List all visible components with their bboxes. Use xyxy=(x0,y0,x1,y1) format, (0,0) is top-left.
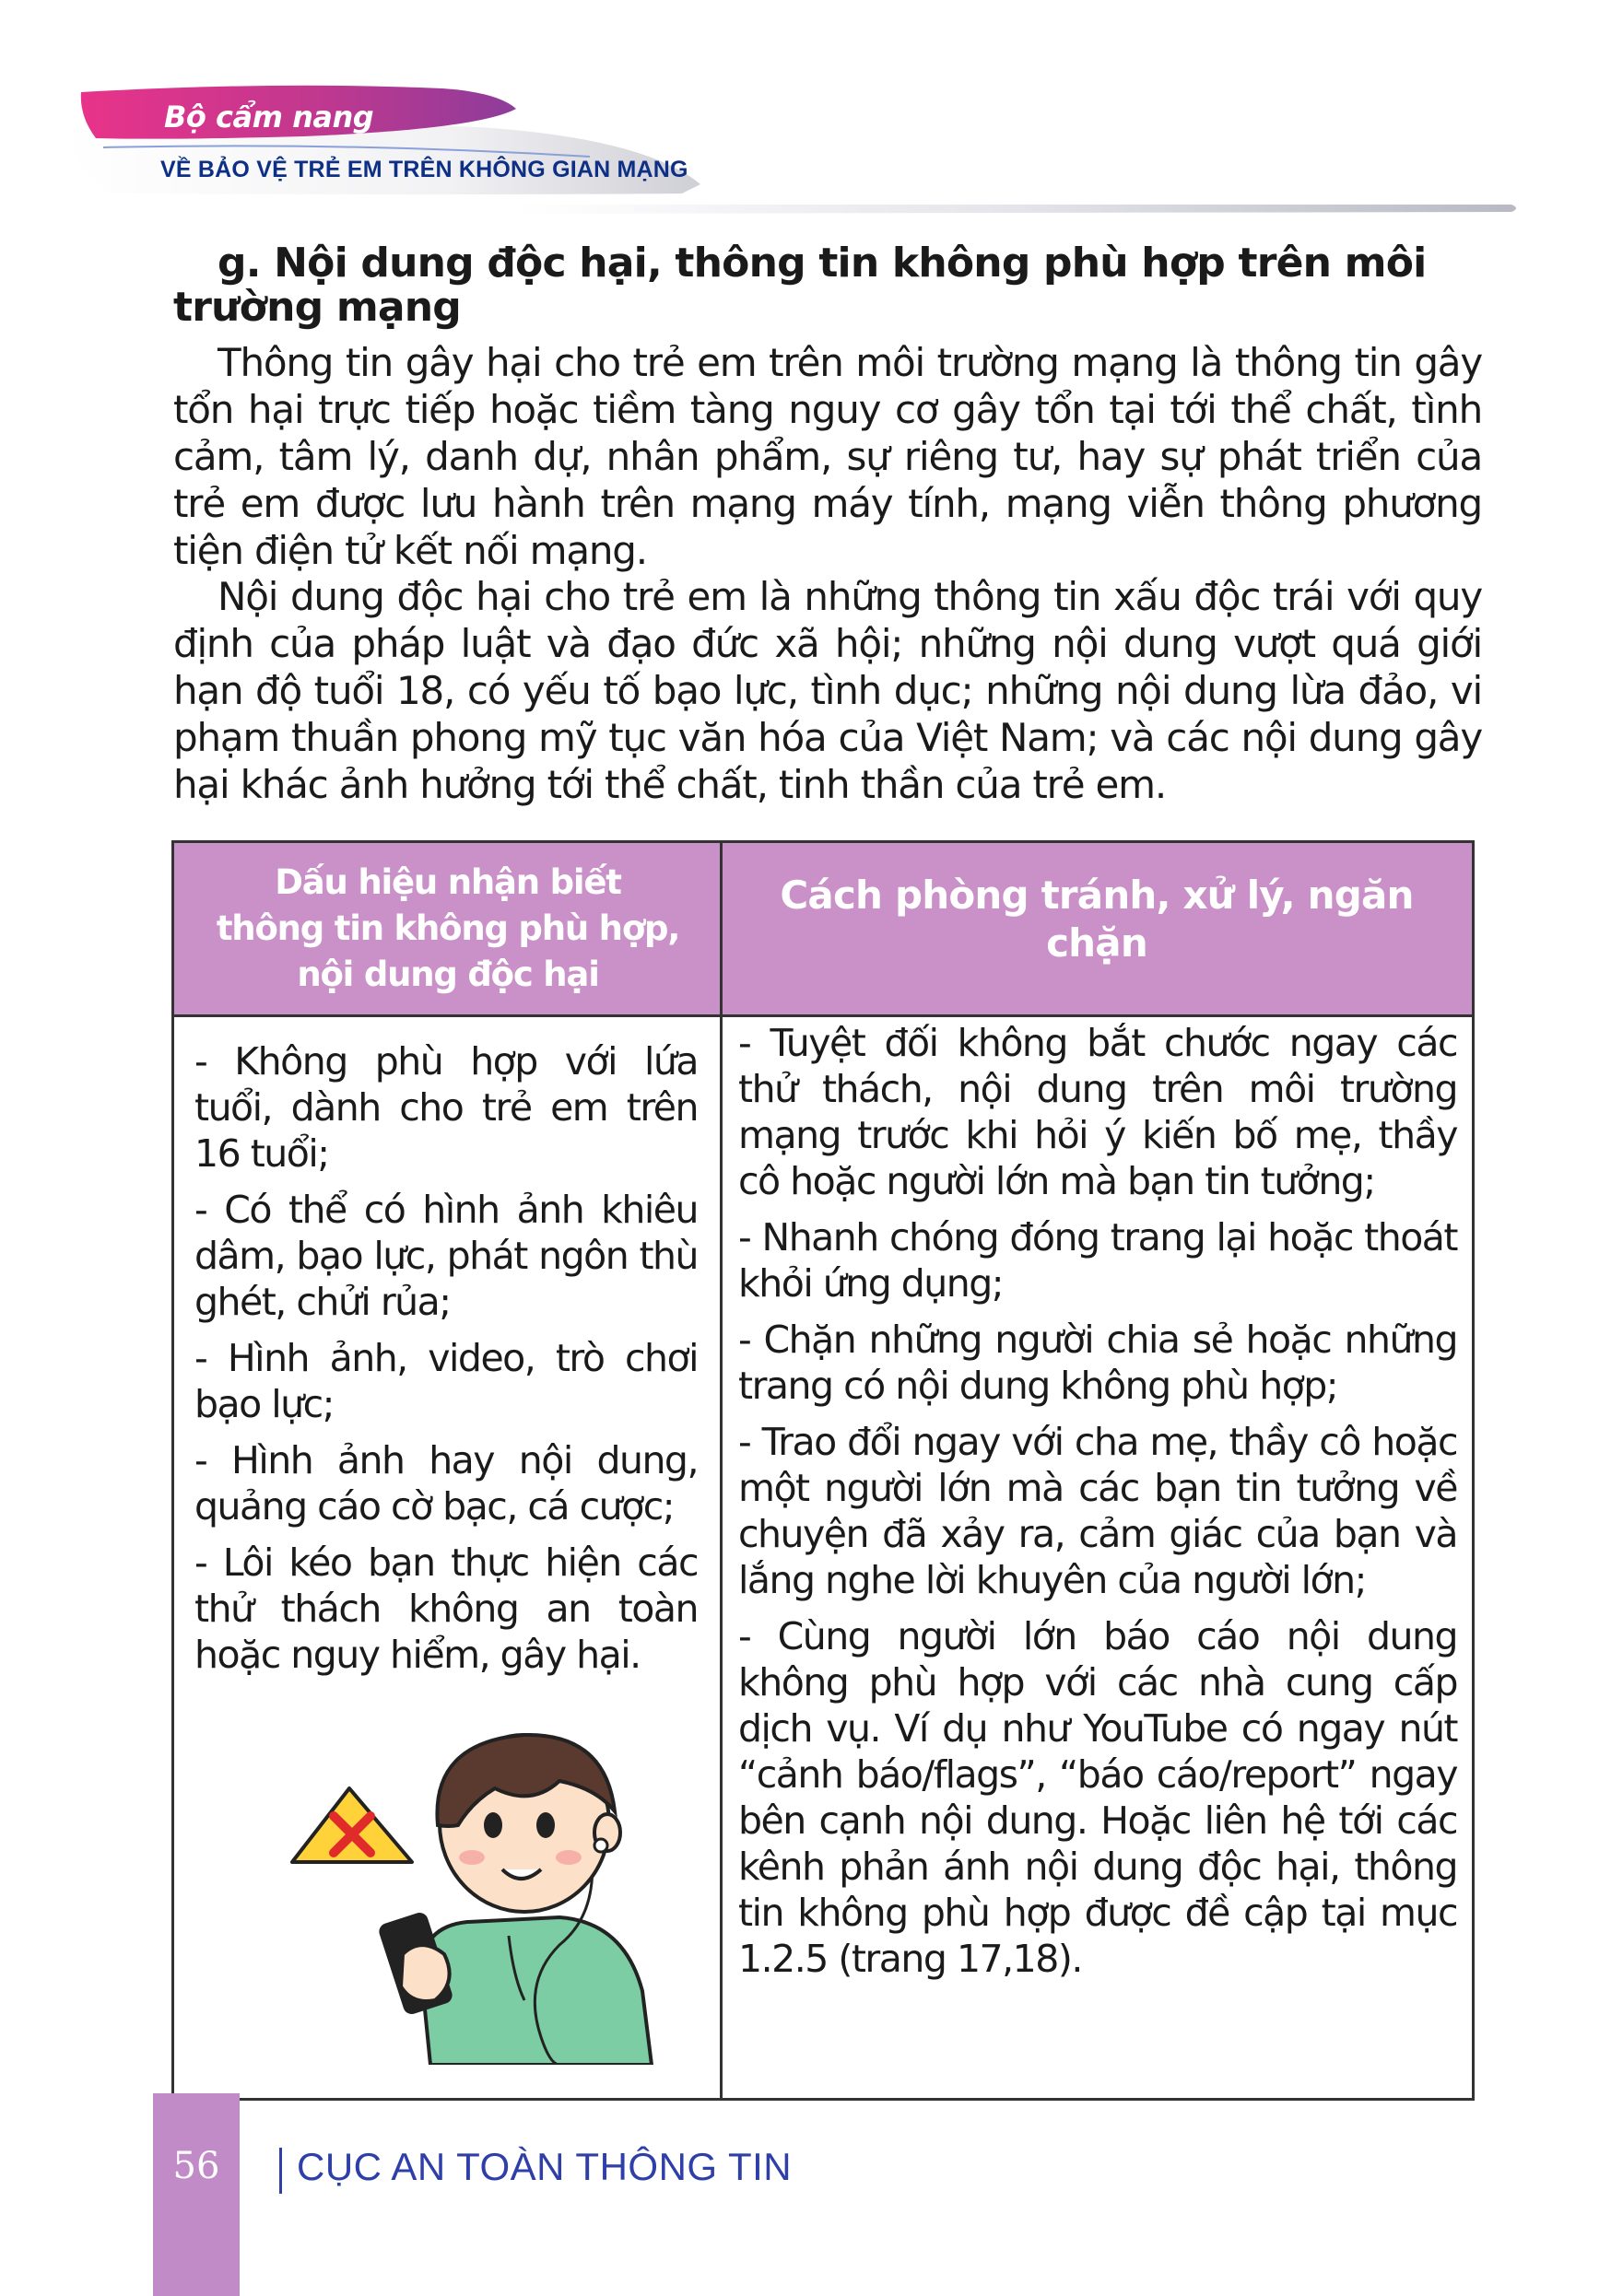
list-item: - Hình ảnh, video, trò chơi bạo lực; xyxy=(194,1336,698,1426)
section-title: g. Nội dung độc hại, thông tin không phù hợp trên môi trường mạng xyxy=(173,240,1427,331)
list-item: - Nhanh chóng đóng trang lại hoặc thoát khỏi ứng dụng; xyxy=(738,1215,1457,1306)
page-number: 56 xyxy=(172,2145,220,2187)
table-header-signs-line: Dấu hiệu nhận biết xyxy=(275,862,621,902)
table-header-divider xyxy=(174,1014,1472,1017)
prevention-column xyxy=(738,1020,1457,1992)
table-header-signs xyxy=(174,843,722,1014)
footer-separator xyxy=(279,2148,282,2194)
list-item: - Có thể có hình ảnh khiêu dâm, bạo lực, phát ngôn thù ghét, chửi rủa; xyxy=(194,1188,698,1324)
list-item: - Không phù hợp với lứa tuổi, dành cho trẻ em trên 16 tuổi; xyxy=(194,1039,698,1176)
signs-column xyxy=(194,1038,698,1688)
list-item: - Cùng người lớn báo cáo nội dung không phù hợp với các nhà cung cấp dịch vụ. Ví dụ như YouTube có ngay nút “cảnh báo/flags”, “báo cáo/report” ngay bên cạnh nội dung. Hoặc liên hệ tới các kênh phản ánh nội dung độc hại, thông tin không phù hợp được đề cập tại mục 1.2.5 (trang 17,18). xyxy=(738,1614,1457,1981)
list-item: - Tuyệt đối không bắt chước ngay các thử thách, nội dung trên môi trường mạng trước khi hỏi ý kiến bố mẹ, thầy cô hoặc người lớn mà bạn tin tưởng; xyxy=(738,1021,1457,1203)
child-with-phone-illustration xyxy=(283,1724,670,2065)
list-item: - Chặn những người chia sẻ hoặc những trang có nội dung không phù hợp; xyxy=(738,1318,1457,1408)
handbook-label: Bộ cẩm nang xyxy=(164,100,374,135)
paragraph-harmful-content-definition: Nội dung độc hại cho trẻ em là những thông tin xấu độc trái với quy định của pháp luật và đạo đức xã hội; những nội dung vượt quá giới hạn độ tuổi 18, có yếu tố bạo lực, tình dục; những nội dung lừa đảo, vi phạm thuần phong mỹ tục văn hóa của Việt Nam; và các nội dung gây hại khác ảnh hưởng tới thể chất, tinh thần của trẻ em. xyxy=(173,574,1482,807)
footer-publisher: CỤC AN TOÀN THÔNG TIN xyxy=(297,2145,793,2188)
list-item: - Trao đổi ngay với cha mẹ, thầy cô hoặc một người lớn mà các bạn tin tưởng về chuyện đã xảy ra, cảm giác của bạn và lắng nghe lời khuyên của người lớn; xyxy=(738,1420,1457,1602)
paragraph-harmful-info-definition: Thông tin gây hại cho trẻ em trên môi trường mạng là thông tin gây tổn hại trực tiếp hoặc tiềm tàng nguy cơ gây tổn tại tới thể chất, tình cảm, tâm lý, danh dự, nhân phẩm, sự riêng tư, hay sự phát triển của trẻ em được lưu hành trên mạng máy tính, mạng viễn thông phương tiện điện tử kết nối mạng. xyxy=(173,340,1482,573)
table-header-prevention: Cách phòng tránh, xử lý, ngăn chặn xyxy=(722,843,1472,1014)
footer-page-tab xyxy=(153,2093,240,2296)
table-header-signs-line: thông tin không phù hợp, xyxy=(216,908,680,948)
list-item: - Lôi kéo bạn thực hiện các thử thách không an toàn hoặc nguy hiểm, gây hại. xyxy=(194,1540,698,1677)
header-banner xyxy=(0,0,1611,240)
guidance-table xyxy=(171,840,1475,2101)
list-item: - Hình ảnh hay nội dung, quảng cáo cờ bạc, cá cược; xyxy=(194,1438,698,1529)
handbook-subtitle: VỀ BẢO VỆ TRẺ EM TRÊN KHÔNG GIAN MẠNG xyxy=(160,157,688,182)
table-column-divider xyxy=(720,843,723,2098)
table-header-signs-line: nội dung độc hại xyxy=(297,955,599,994)
